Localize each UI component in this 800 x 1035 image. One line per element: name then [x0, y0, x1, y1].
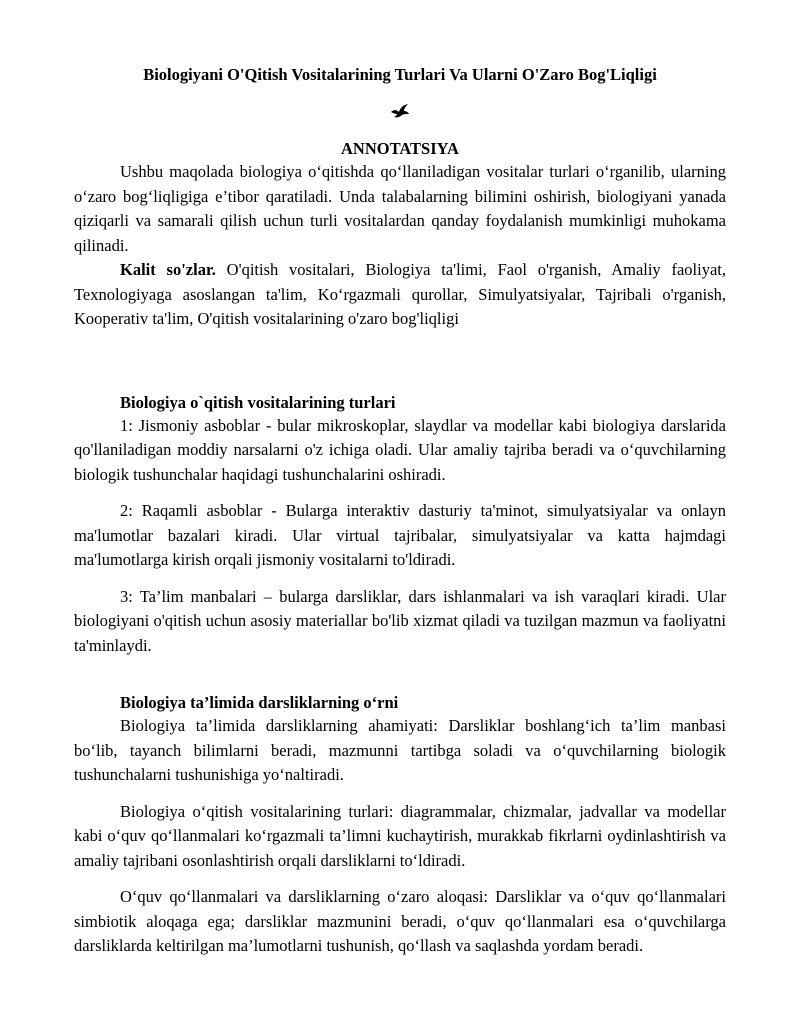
- document-page: [74, 64, 726, 959]
- document-title: Biologiyani O'Qitish Vositalarining Turlari Va Ularni O'Zaro Bog'Liqligi: [143, 65, 657, 84]
- section1-heading: Biologiya o`qitish vositalarining turlari: [120, 392, 396, 412]
- section2-paragraph-2: Biologiya o‘qitish vositalarining turlari: diagrammalar, chizmalar, jadvallar va modellar kabi o‘quv qo‘llanmalari ko‘rgazmali ta’limni kuchaytirish, murakkab fikrlarni oydinlashtirish va amaliy tajribani osonlashtirish orqali darsliklarni to‘ldiradi.: [74, 801, 726, 870]
- annotation-heading: ANNOTATSIYA: [341, 139, 459, 158]
- section2-paragraph-3: O‘quv qo‘llanmalari va darsliklarning o‘zaro aloqasi: Darsliklar va o‘quv qo‘llanmalari simbiotik aloqaga ega; darsliklar mazmunini beradi, o‘quv qo‘llanmalari esa o‘quvchilarga darsliklarda keltirilgan ma’lumotlarni tushunish, qo‘llash va saqlashda yordam beradi.: [74, 887, 726, 955]
- dove-icon: [390, 103, 410, 119]
- keywords-list: O'qitish vositalari, Biologiya ta'limi, Faol o'rganish, Amaliy faoliyat, Texnologiyaga asoslangan ta'lim, Ko‘rgazmali qurollar, Simulyatsiyalar, Tajribali o'rganish, Kooperativ ta'lim, O'qitish vositalarining o'zaro bog'liqligi: [74, 260, 726, 328]
- section2-paragraph-1: Biologiya ta’limida darsliklarning ahamiyati: Darsliklar boshlang‘ich ta’lim manbasi bo‘lib, tayanch bilimlarni beradi, mazmunni tartibga soladi va o‘quvchilarning biologik tushunchalarni tushunishiga yo‘naltiradi.: [74, 716, 726, 784]
- annotation-text: Ushbu maqolada biologiya o‘qitishda qo‘llaniladigan vositalar turlari o‘rganilib, ularning o‘zaro bog‘liqligiga e’tibor qaratiladi. Unda talabalarning bilimini oshirish, biologiyani yanada qiziqarli va samarali qilish uchun turli vositalardan qanday foydalanish mumkinligi muhokama qilinadi.: [74, 162, 726, 255]
- keywords-paragraph: [74, 258, 726, 332]
- section2-heading: Biologiya ta’limida darsliklarning o‘rni: [120, 693, 399, 712]
- section1-paragraph-3: 3: Ta’lim manbalari – bularga darsliklar, dars ishlanmalari va ish varaqlari kiradi. Ular biologiyani o'qitish uchun asosiy materiallar bo'lib xizmat qiladi va tuzilgan mazmun va faoliyatni ta'minlaydi.: [74, 586, 726, 655]
- section1-paragraph-1: 1: Jismoniy asboblar - bular mikroskoplar, slaydlar va modellar kabi biologiya darslarida qo'llaniladigan moddiy narsalarni o'z ichiga oladi. Ular amaliy tajriba beradi va o‘quvchilarning biologik tushunchalar haqidagi tushunchalarini oshiradi.: [74, 415, 726, 484]
- section1-paragraph-2: 2: Raqamli asboblar - Bularga interaktiv dasturiy ta'minot, simulyatsiyalar va onlayn ma'lumotlar bazalari kiradi. Ular virtual tajribalar, simulyatsiyalar va katta hajmdagi ma'lumotlarga kirish orqali jismoniy vositalarni to'ldiradi.: [74, 501, 726, 569]
- keywords-label: Kalit so'zlar.: [120, 260, 216, 279]
